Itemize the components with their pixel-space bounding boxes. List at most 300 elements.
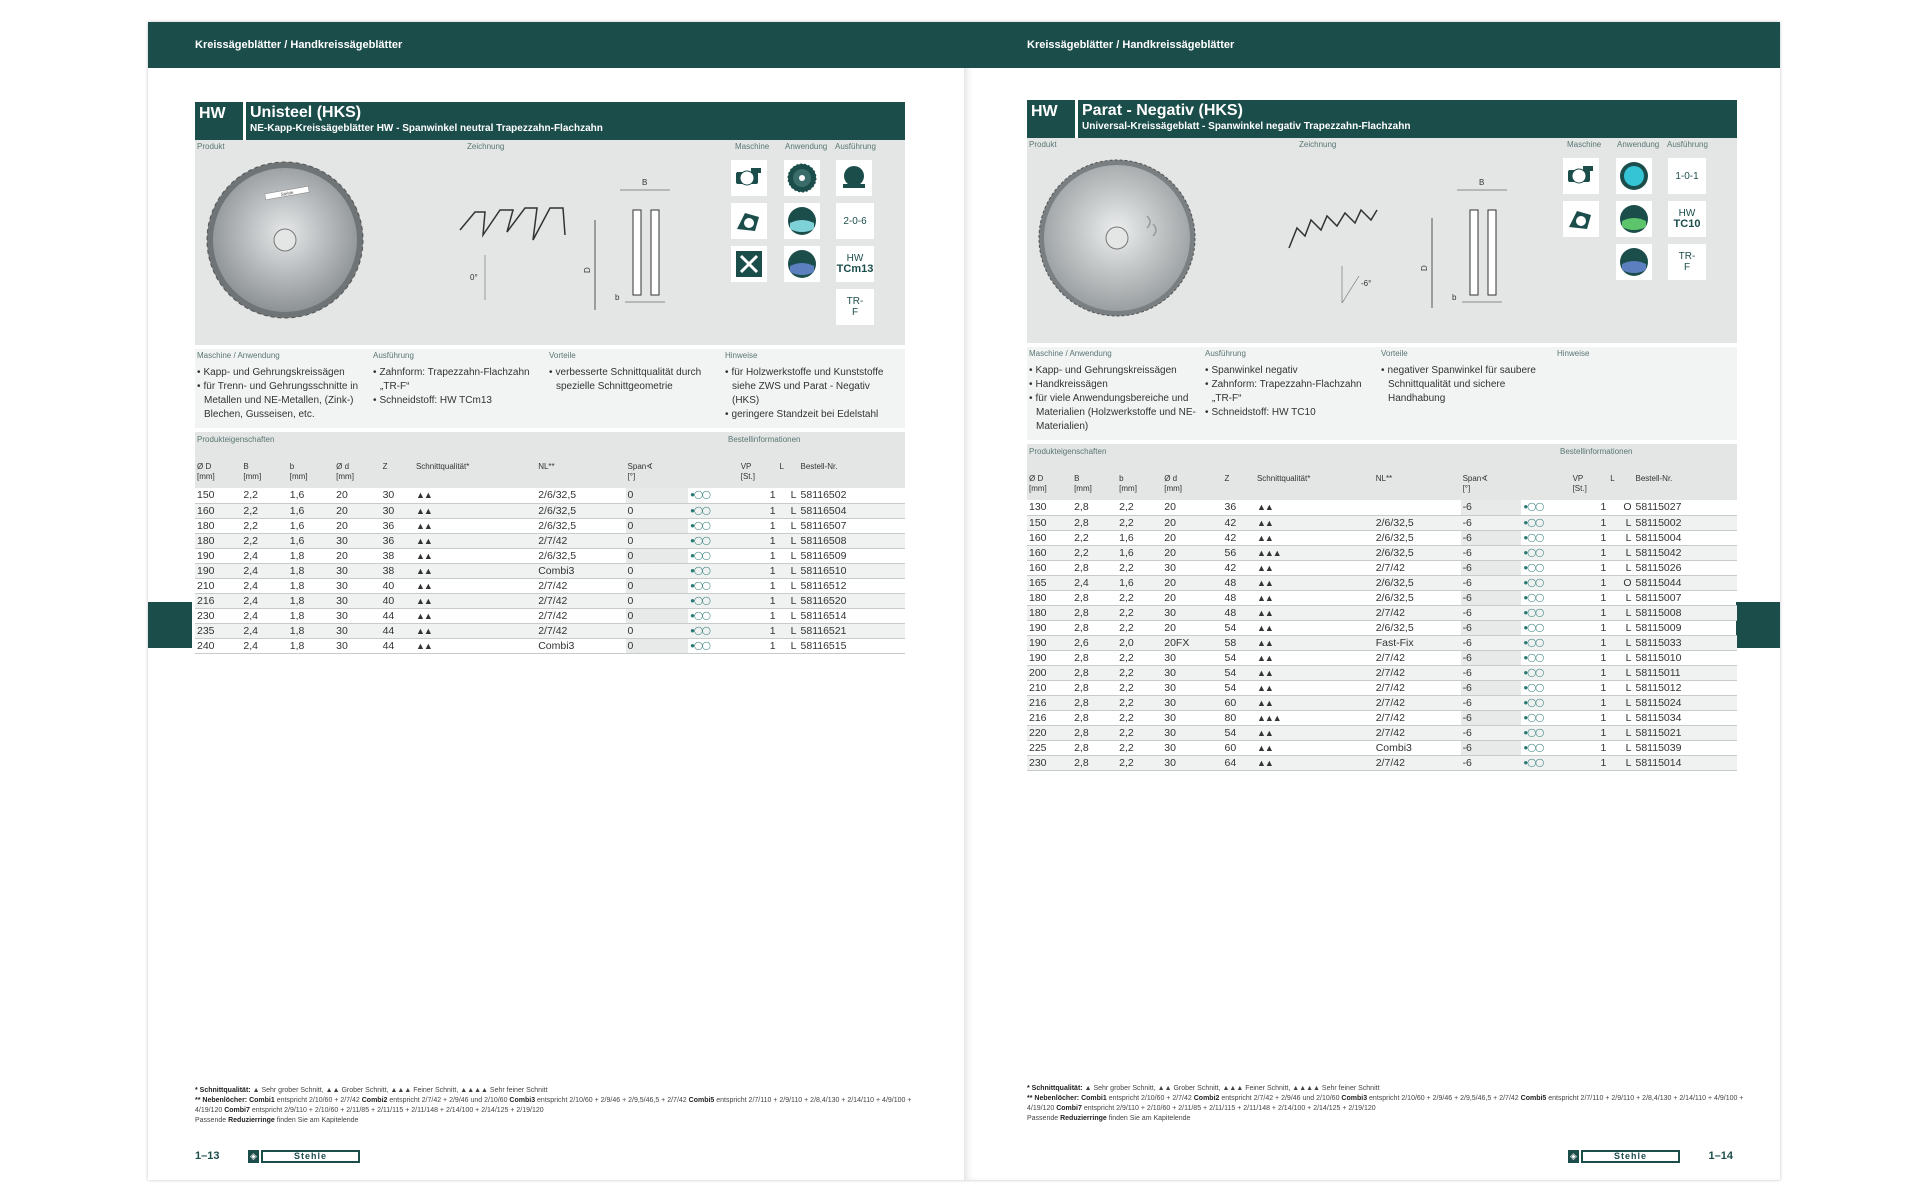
table-row bbox=[1027, 755, 1737, 770]
column-header bbox=[1072, 472, 1117, 500]
mitre-saw-icon bbox=[731, 246, 767, 282]
table-cell: 80 bbox=[1222, 710, 1254, 725]
table-cell: 44 bbox=[381, 638, 414, 653]
table-cell: 58115042 bbox=[1633, 545, 1737, 560]
table-cell: 30 bbox=[1162, 755, 1222, 770]
info-list bbox=[373, 366, 543, 408]
table-cell: 150 bbox=[195, 488, 241, 503]
table-cell: 2,2 bbox=[241, 518, 287, 533]
table-cell: 58116509 bbox=[799, 548, 905, 563]
table-cell: 30 bbox=[1162, 680, 1222, 695]
table-row bbox=[1027, 635, 1737, 650]
column-unit: [mm] bbox=[1119, 484, 1137, 493]
table-cell: 2/7/42 bbox=[1374, 650, 1461, 665]
table-cell: L bbox=[778, 563, 799, 578]
label-produkt: Produkt bbox=[197, 142, 225, 151]
info-maschine bbox=[197, 351, 373, 422]
table-cell: 2,2 bbox=[1117, 650, 1162, 665]
table-cell: 1 bbox=[739, 578, 778, 593]
dim-d-label: D bbox=[1420, 265, 1429, 271]
info-item: • negativer Spanwinkel für saubere Schnittqualität und sichere Handhabung bbox=[1381, 364, 1551, 406]
table-cell: 2,4 bbox=[241, 638, 287, 653]
table-cell: L bbox=[1608, 695, 1633, 710]
info-vorteile bbox=[549, 351, 725, 422]
table-cell: 58116507 bbox=[799, 518, 905, 533]
material-code: HW bbox=[1027, 100, 1075, 138]
table-body bbox=[1027, 500, 1737, 770]
footnote-part: entspricht 2/9/110 + 2/10/60 + 2/11/85 + 2/11/115 + 2/11/148 + 2/14/100 + 2/14/125 + 2/19/120 bbox=[249, 1107, 544, 1114]
ausf-3-line2: F bbox=[1683, 262, 1691, 273]
table-cell: 58115002 bbox=[1633, 515, 1737, 530]
table-cell: 0 bbox=[626, 563, 689, 578]
info-head: Ausführung bbox=[373, 351, 414, 360]
blade-icon bbox=[784, 160, 820, 196]
column-label: Schnittqualität* bbox=[415, 462, 470, 471]
table-cell: 58115009 bbox=[1633, 620, 1737, 635]
table-cell: 2,4 bbox=[241, 608, 287, 623]
column-header bbox=[195, 460, 241, 488]
table-cell: 58116508 bbox=[799, 533, 905, 548]
table-cell: 2,2 bbox=[1117, 710, 1162, 725]
table-cell: 2,4 bbox=[1072, 575, 1117, 590]
table-cell: 1 bbox=[1571, 755, 1609, 770]
table-cell: 2,8 bbox=[1072, 590, 1117, 605]
table-cell: 2/7/42 bbox=[1374, 695, 1461, 710]
table-cell: 58115033 bbox=[1633, 635, 1737, 650]
logo-text: Stehle bbox=[1583, 1152, 1678, 1161]
maschine-icons bbox=[731, 160, 769, 289]
table-cell: ●◯◯ bbox=[1521, 620, 1570, 635]
table-cell: 2,8 bbox=[1072, 650, 1117, 665]
info-grid bbox=[1027, 347, 1737, 440]
column-header bbox=[1374, 472, 1461, 500]
table-cell: L bbox=[1608, 650, 1633, 665]
table-cell: 64 bbox=[1222, 755, 1254, 770]
column-header bbox=[1117, 472, 1162, 500]
table-cell: 1 bbox=[1571, 725, 1609, 740]
label-zeichnung: Zeichnung bbox=[1299, 140, 1337, 149]
table-cell: 2,2 bbox=[1072, 530, 1117, 545]
table-cell: 1 bbox=[1571, 500, 1609, 515]
table-cell: 2,2 bbox=[1117, 725, 1162, 740]
footnote-part: Combi7 bbox=[1056, 1105, 1082, 1112]
table-cell: L bbox=[778, 488, 799, 503]
table-cell: ●◯◯ bbox=[1521, 635, 1570, 650]
table-cell: 2/6/32,5 bbox=[1374, 590, 1461, 605]
table-cell: 0 bbox=[626, 488, 689, 503]
table-cell: -6 bbox=[1461, 605, 1522, 620]
footnote-part: * Schnittqualität: bbox=[195, 1087, 251, 1094]
table-cell: 2,2 bbox=[1117, 680, 1162, 695]
table-cell: -6 bbox=[1461, 635, 1522, 650]
logo-mark-icon: ◈ bbox=[1568, 1150, 1581, 1163]
info-head: Ausführung bbox=[1205, 349, 1246, 358]
table-cell: 2,2 bbox=[1117, 740, 1162, 755]
table-cell: ▲▲ bbox=[1255, 590, 1374, 605]
label-bestellinformationen: Bestellinformationen bbox=[1560, 447, 1633, 456]
toothform-icon bbox=[836, 160, 872, 196]
table-cell: 60 bbox=[1222, 695, 1254, 710]
table-cell: 2,2 bbox=[1117, 755, 1162, 770]
table-row bbox=[1027, 620, 1737, 635]
table-head bbox=[1027, 472, 1737, 500]
ausf-1-line2: 2-0-6 bbox=[843, 215, 867, 227]
angle-label: -6° bbox=[1361, 279, 1372, 288]
table-cell: 2,4 bbox=[241, 578, 287, 593]
info-list bbox=[197, 366, 367, 422]
table-cell: 58115012 bbox=[1633, 680, 1737, 695]
table-cell: 0 bbox=[626, 608, 689, 623]
column-header bbox=[739, 460, 778, 488]
column-unit: [St.] bbox=[740, 472, 755, 481]
column-unit: [mm] bbox=[197, 472, 215, 481]
footnote-part: entspricht 2/7/42 + 2/9/46 und 2/10/60 bbox=[387, 1097, 510, 1104]
ausf-box-1 bbox=[1668, 158, 1706, 194]
table-cell: Fast-Fix bbox=[1374, 635, 1461, 650]
tooth-drawing bbox=[455, 160, 725, 320]
table-cell: ▲▲ bbox=[414, 503, 536, 518]
table-cell: -6 bbox=[1461, 650, 1522, 665]
footnote-part: ▲ Sehr grober Schnitt, ▲▲ Grober Schnitt, ▲▲▲ Feiner Schnitt, ▲▲▲▲ Sehr feiner Schnitt bbox=[1082, 1085, 1380, 1092]
table-cell: 60 bbox=[1222, 740, 1254, 755]
table-cell: 190 bbox=[195, 563, 241, 578]
table-cell: ●◯◯ bbox=[1521, 560, 1570, 575]
column-header bbox=[381, 460, 414, 488]
table-cell: 48 bbox=[1222, 575, 1254, 590]
column-header bbox=[414, 460, 536, 488]
footnote-part: Combi2 bbox=[1193, 1095, 1220, 1102]
info-item: • Kapp- und Gehrungskreissägen bbox=[1029, 364, 1199, 378]
table-cell: 30 bbox=[1162, 740, 1222, 755]
table-cell: 30 bbox=[1162, 650, 1222, 665]
column-label: NL** bbox=[1375, 474, 1393, 483]
blade-metal-icon bbox=[784, 246, 820, 282]
anwendung-icons bbox=[784, 160, 822, 289]
table-row bbox=[1027, 665, 1737, 680]
ausf-3-line1: TR- bbox=[846, 296, 864, 307]
table-cell: 30 bbox=[1162, 605, 1222, 620]
table-cell: 225 bbox=[1027, 740, 1072, 755]
table-cell: -6 bbox=[1461, 620, 1522, 635]
table-cell: L bbox=[778, 518, 799, 533]
table-row bbox=[195, 488, 905, 503]
table-cell: L bbox=[1608, 590, 1633, 605]
table-cell: 1,8 bbox=[288, 578, 334, 593]
table-cell: 1,8 bbox=[288, 638, 334, 653]
table-cell: 48 bbox=[1222, 590, 1254, 605]
table-cell: L bbox=[778, 638, 799, 653]
table-cell: 2/7/42 bbox=[536, 608, 625, 623]
ausf-box-1 bbox=[836, 203, 874, 239]
table-cell: -6 bbox=[1461, 500, 1522, 515]
table-cell: 58115010 bbox=[1633, 650, 1737, 665]
column-header bbox=[1461, 472, 1522, 500]
table-cell: 42 bbox=[1222, 530, 1254, 545]
ausf-box-3 bbox=[1668, 244, 1706, 280]
table-row bbox=[195, 548, 905, 563]
table-cell: -6 bbox=[1461, 740, 1522, 755]
table-cell: 2,2 bbox=[1072, 545, 1117, 560]
table-cell: 2/7/42 bbox=[536, 593, 625, 608]
table-cell: ●◯◯ bbox=[1521, 665, 1570, 680]
material-code: HW bbox=[195, 102, 243, 140]
table-cell: 2,8 bbox=[1072, 755, 1117, 770]
table-cell: L bbox=[778, 533, 799, 548]
table-cell: 160 bbox=[1027, 560, 1072, 575]
info-item: • Schneidstoff: HW TC10 bbox=[1205, 406, 1375, 420]
table-cell: 2/6/32,5 bbox=[536, 503, 625, 518]
table-cell: 2,2 bbox=[241, 488, 287, 503]
table-cell: 230 bbox=[1027, 755, 1072, 770]
ausf-1-line2: 1-0-1 bbox=[1675, 170, 1699, 182]
table-cell: ▲▲ bbox=[1255, 635, 1374, 650]
table-cell: Combi3 bbox=[1374, 740, 1461, 755]
table-cell bbox=[1374, 500, 1461, 515]
table-cell: 58115021 bbox=[1633, 725, 1737, 740]
blade-material-icon bbox=[1616, 201, 1652, 237]
info-item: • Zahnform: Trapezzahn-Flachzahn „TR-F“ bbox=[1205, 378, 1375, 406]
product-area bbox=[1027, 138, 1737, 343]
table-cell: -6 bbox=[1461, 755, 1522, 770]
angle-label: 0° bbox=[470, 273, 478, 282]
stehle-logo bbox=[248, 1150, 360, 1163]
column-header bbox=[626, 460, 689, 488]
table-cell: 30 bbox=[1162, 725, 1222, 740]
label-anwendung: Anwendung bbox=[785, 142, 828, 151]
table-cell: 20 bbox=[1162, 530, 1222, 545]
table-cell: ▲▲ bbox=[1255, 515, 1374, 530]
table-cell: -6 bbox=[1461, 590, 1522, 605]
table-cell: 2,8 bbox=[1072, 620, 1117, 635]
table-cell: 1 bbox=[739, 638, 778, 653]
column-unit: [mm] bbox=[1074, 484, 1092, 493]
table-row bbox=[1027, 725, 1737, 740]
table-cell: 2/7/42 bbox=[536, 578, 625, 593]
column-label: Bestell-Nr. bbox=[1635, 474, 1673, 483]
table-cell: ●◯◯ bbox=[688, 488, 739, 503]
info-hinweise bbox=[725, 351, 901, 422]
table-cell: ●◯◯ bbox=[1521, 605, 1570, 620]
table-cell: 220 bbox=[1027, 725, 1072, 740]
table-cell: 210 bbox=[1027, 680, 1072, 695]
table-cell: 210 bbox=[195, 578, 241, 593]
table-row bbox=[1027, 500, 1737, 515]
info-ausfuehrung bbox=[373, 351, 549, 422]
table-cell: 2,8 bbox=[1072, 695, 1117, 710]
table-row bbox=[1027, 545, 1737, 560]
table-cell: 20 bbox=[334, 518, 380, 533]
column-header bbox=[1027, 472, 1072, 500]
table-cell: ▲▲ bbox=[1255, 680, 1374, 695]
table-cell: 2/7/42 bbox=[1374, 665, 1461, 680]
table-cell: 180 bbox=[195, 518, 241, 533]
table-cell: 42 bbox=[1222, 515, 1254, 530]
table-cell: 190 bbox=[195, 548, 241, 563]
table-cell: 2/7/42 bbox=[1374, 755, 1461, 770]
table-cell: 2,4 bbox=[241, 563, 287, 578]
table-cell: ▲▲ bbox=[414, 608, 536, 623]
table-cell: 1,6 bbox=[1117, 545, 1162, 560]
label-anwendung: Anwendung bbox=[1617, 140, 1660, 149]
table-cell: 1,6 bbox=[288, 518, 334, 533]
column-header bbox=[1521, 472, 1570, 500]
table-cell: 0 bbox=[626, 548, 689, 563]
table-cell: 30 bbox=[1162, 710, 1222, 725]
column-header bbox=[334, 460, 380, 488]
page-header: Kreissägeblätter / Handkreissägeblätter bbox=[964, 22, 1780, 68]
table-row bbox=[195, 503, 905, 518]
title-bar bbox=[195, 102, 905, 140]
table-cell: 1 bbox=[739, 503, 778, 518]
logo-mark-icon: ◈ bbox=[248, 1150, 261, 1163]
table-cell: 20 bbox=[1162, 500, 1222, 515]
column-label: Span∢ bbox=[627, 462, 653, 471]
page-header: Kreissägeblätter / Handkreissägeblätter bbox=[148, 22, 964, 68]
table-cell: 2,2 bbox=[1117, 500, 1162, 515]
column-header bbox=[1162, 472, 1222, 500]
table-cell: 2,2 bbox=[1117, 605, 1162, 620]
table-cell: 30 bbox=[1162, 665, 1222, 680]
table-cell: 30 bbox=[381, 488, 414, 503]
ausf-2-line1: HW bbox=[846, 253, 864, 264]
table-cell: 58116521 bbox=[799, 623, 905, 638]
table-cell: 58115027 bbox=[1633, 500, 1737, 515]
column-label: VP bbox=[1572, 474, 1584, 483]
info-item: • für viele Anwendungsbereiche und Materialien (Holzwerkstoffe und NE-Materialien) bbox=[1029, 392, 1199, 434]
table-cell: 36 bbox=[1222, 500, 1254, 515]
table-cell: 1 bbox=[1571, 530, 1609, 545]
table-cell: 1 bbox=[1571, 680, 1609, 695]
column-header bbox=[536, 460, 625, 488]
table-cell: Combi3 bbox=[536, 638, 625, 653]
product-subtitle: Universal-Kreissägeblatt - Spanwinkel negativ Trapezzahn-Flachzahn bbox=[1082, 121, 1411, 132]
table-cell: ▲▲ bbox=[414, 518, 536, 533]
table-cell: 0 bbox=[626, 623, 689, 638]
table-cell: ●◯◯ bbox=[1521, 695, 1570, 710]
table-cell: 2,8 bbox=[1072, 710, 1117, 725]
table-cell: L bbox=[1608, 635, 1633, 650]
table-cell: ●◯◯ bbox=[1521, 650, 1570, 665]
chapter-tab bbox=[148, 602, 192, 648]
table-cell: ●◯◯ bbox=[1521, 680, 1570, 695]
table-cell: 190 bbox=[1027, 635, 1072, 650]
table-cell: 2/6/32,5 bbox=[1374, 530, 1461, 545]
table-cell: 180 bbox=[1027, 590, 1072, 605]
table-row bbox=[1027, 530, 1737, 545]
table-cell: ●◯◯ bbox=[1521, 530, 1570, 545]
table-cell: 30 bbox=[1162, 560, 1222, 575]
table-cell: 48 bbox=[1222, 605, 1254, 620]
table-cell: 1 bbox=[739, 488, 778, 503]
table-cell: ●◯◯ bbox=[688, 608, 739, 623]
column-label: Span∢ bbox=[1462, 474, 1488, 483]
footnote-part: ▲ Sehr grober Schnitt, ▲▲ Grober Schnitt, ▲▲▲ Feiner Schnitt, ▲▲▲▲ Sehr feiner Schnitt bbox=[250, 1087, 548, 1094]
table-cell: 150 bbox=[1027, 515, 1072, 530]
info-head: Hinweise bbox=[1557, 349, 1590, 358]
dim-B-label: B bbox=[1479, 178, 1485, 187]
title-box bbox=[1078, 100, 1737, 138]
table-cell: 2,8 bbox=[1072, 725, 1117, 740]
column-label: Ø d bbox=[1164, 474, 1178, 483]
table-row bbox=[1027, 605, 1737, 620]
ausfuehrung-boxes bbox=[1668, 158, 1706, 287]
table-cell: 190 bbox=[1027, 620, 1072, 635]
table-cell: 2,8 bbox=[1072, 560, 1117, 575]
table-cell: L bbox=[1608, 620, 1633, 635]
column-unit: [mm] bbox=[1029, 484, 1047, 493]
table-cell: 2,0 bbox=[1117, 635, 1162, 650]
table-cell: ●◯◯ bbox=[688, 638, 739, 653]
table-cell: 2,2 bbox=[241, 533, 287, 548]
table-cell: 44 bbox=[381, 608, 414, 623]
table-cell: 1 bbox=[739, 593, 778, 608]
table-cell: 20 bbox=[1162, 620, 1222, 635]
table-cell: 54 bbox=[1222, 725, 1254, 740]
product-area bbox=[195, 140, 905, 345]
column-label: B bbox=[1074, 474, 1080, 483]
table-cell: 1 bbox=[1571, 575, 1609, 590]
table-cell: 1 bbox=[1571, 665, 1609, 680]
table-cell: L bbox=[1608, 560, 1633, 575]
product-block-parat bbox=[1027, 100, 1737, 771]
info-hinweise bbox=[1557, 349, 1733, 434]
table-cell: ●◯◯ bbox=[688, 623, 739, 638]
ausf-box-2 bbox=[1668, 201, 1706, 237]
table-cell: 58115034 bbox=[1633, 710, 1737, 725]
table-cell: 180 bbox=[1027, 605, 1072, 620]
table-cell: -6 bbox=[1461, 665, 1522, 680]
table-cell: ●◯◯ bbox=[1521, 500, 1570, 515]
chapter-tab bbox=[1736, 602, 1780, 648]
table-cell: ▲▲ bbox=[1255, 740, 1374, 755]
column-label: Ø D bbox=[1029, 474, 1044, 483]
footnote-part: Combi7 bbox=[224, 1107, 250, 1114]
blade-material-icon bbox=[784, 203, 820, 239]
section-header bbox=[1027, 444, 1737, 472]
info-list bbox=[1205, 364, 1375, 420]
table-row bbox=[1027, 515, 1737, 530]
table-row bbox=[195, 608, 905, 623]
dim-d-label: D bbox=[583, 267, 592, 273]
column-unit: [mm] bbox=[289, 472, 308, 481]
tooth-drawing bbox=[1287, 158, 1557, 318]
column-label: Z bbox=[1224, 474, 1230, 483]
info-head: Maschine / Anwendung bbox=[197, 351, 280, 360]
table-cell: 2,2 bbox=[1117, 560, 1162, 575]
table-cell: 160 bbox=[1027, 545, 1072, 560]
footnote-part: entspricht 2/7/110 + 2/9/110 + 2/8,4/130 + 2/14/110 + 4/9/100 + 4/19/120 bbox=[195, 1097, 912, 1114]
table-cell: 58115014 bbox=[1633, 755, 1737, 770]
table-row bbox=[195, 518, 905, 533]
table-cell: 38 bbox=[381, 563, 414, 578]
column-label: Z bbox=[382, 462, 388, 471]
column-label: b bbox=[1119, 474, 1124, 483]
table-cell: L bbox=[778, 578, 799, 593]
table-cell: 1 bbox=[739, 518, 778, 533]
table-cell: 20 bbox=[334, 503, 380, 518]
table-cell: L bbox=[778, 548, 799, 563]
table-cell: ●◯◯ bbox=[1521, 515, 1570, 530]
table-cell: ▲▲ bbox=[1255, 665, 1374, 680]
table-row bbox=[195, 623, 905, 638]
table-cell: 58116514 bbox=[799, 608, 905, 623]
table-cell: 0 bbox=[626, 533, 689, 548]
table-cell: 30 bbox=[381, 503, 414, 518]
table-cell: L bbox=[1608, 605, 1633, 620]
label-ausfuehrung: Ausführung bbox=[1667, 140, 1708, 149]
table-cell: ▲▲ bbox=[1255, 725, 1374, 740]
section-header bbox=[195, 432, 905, 460]
